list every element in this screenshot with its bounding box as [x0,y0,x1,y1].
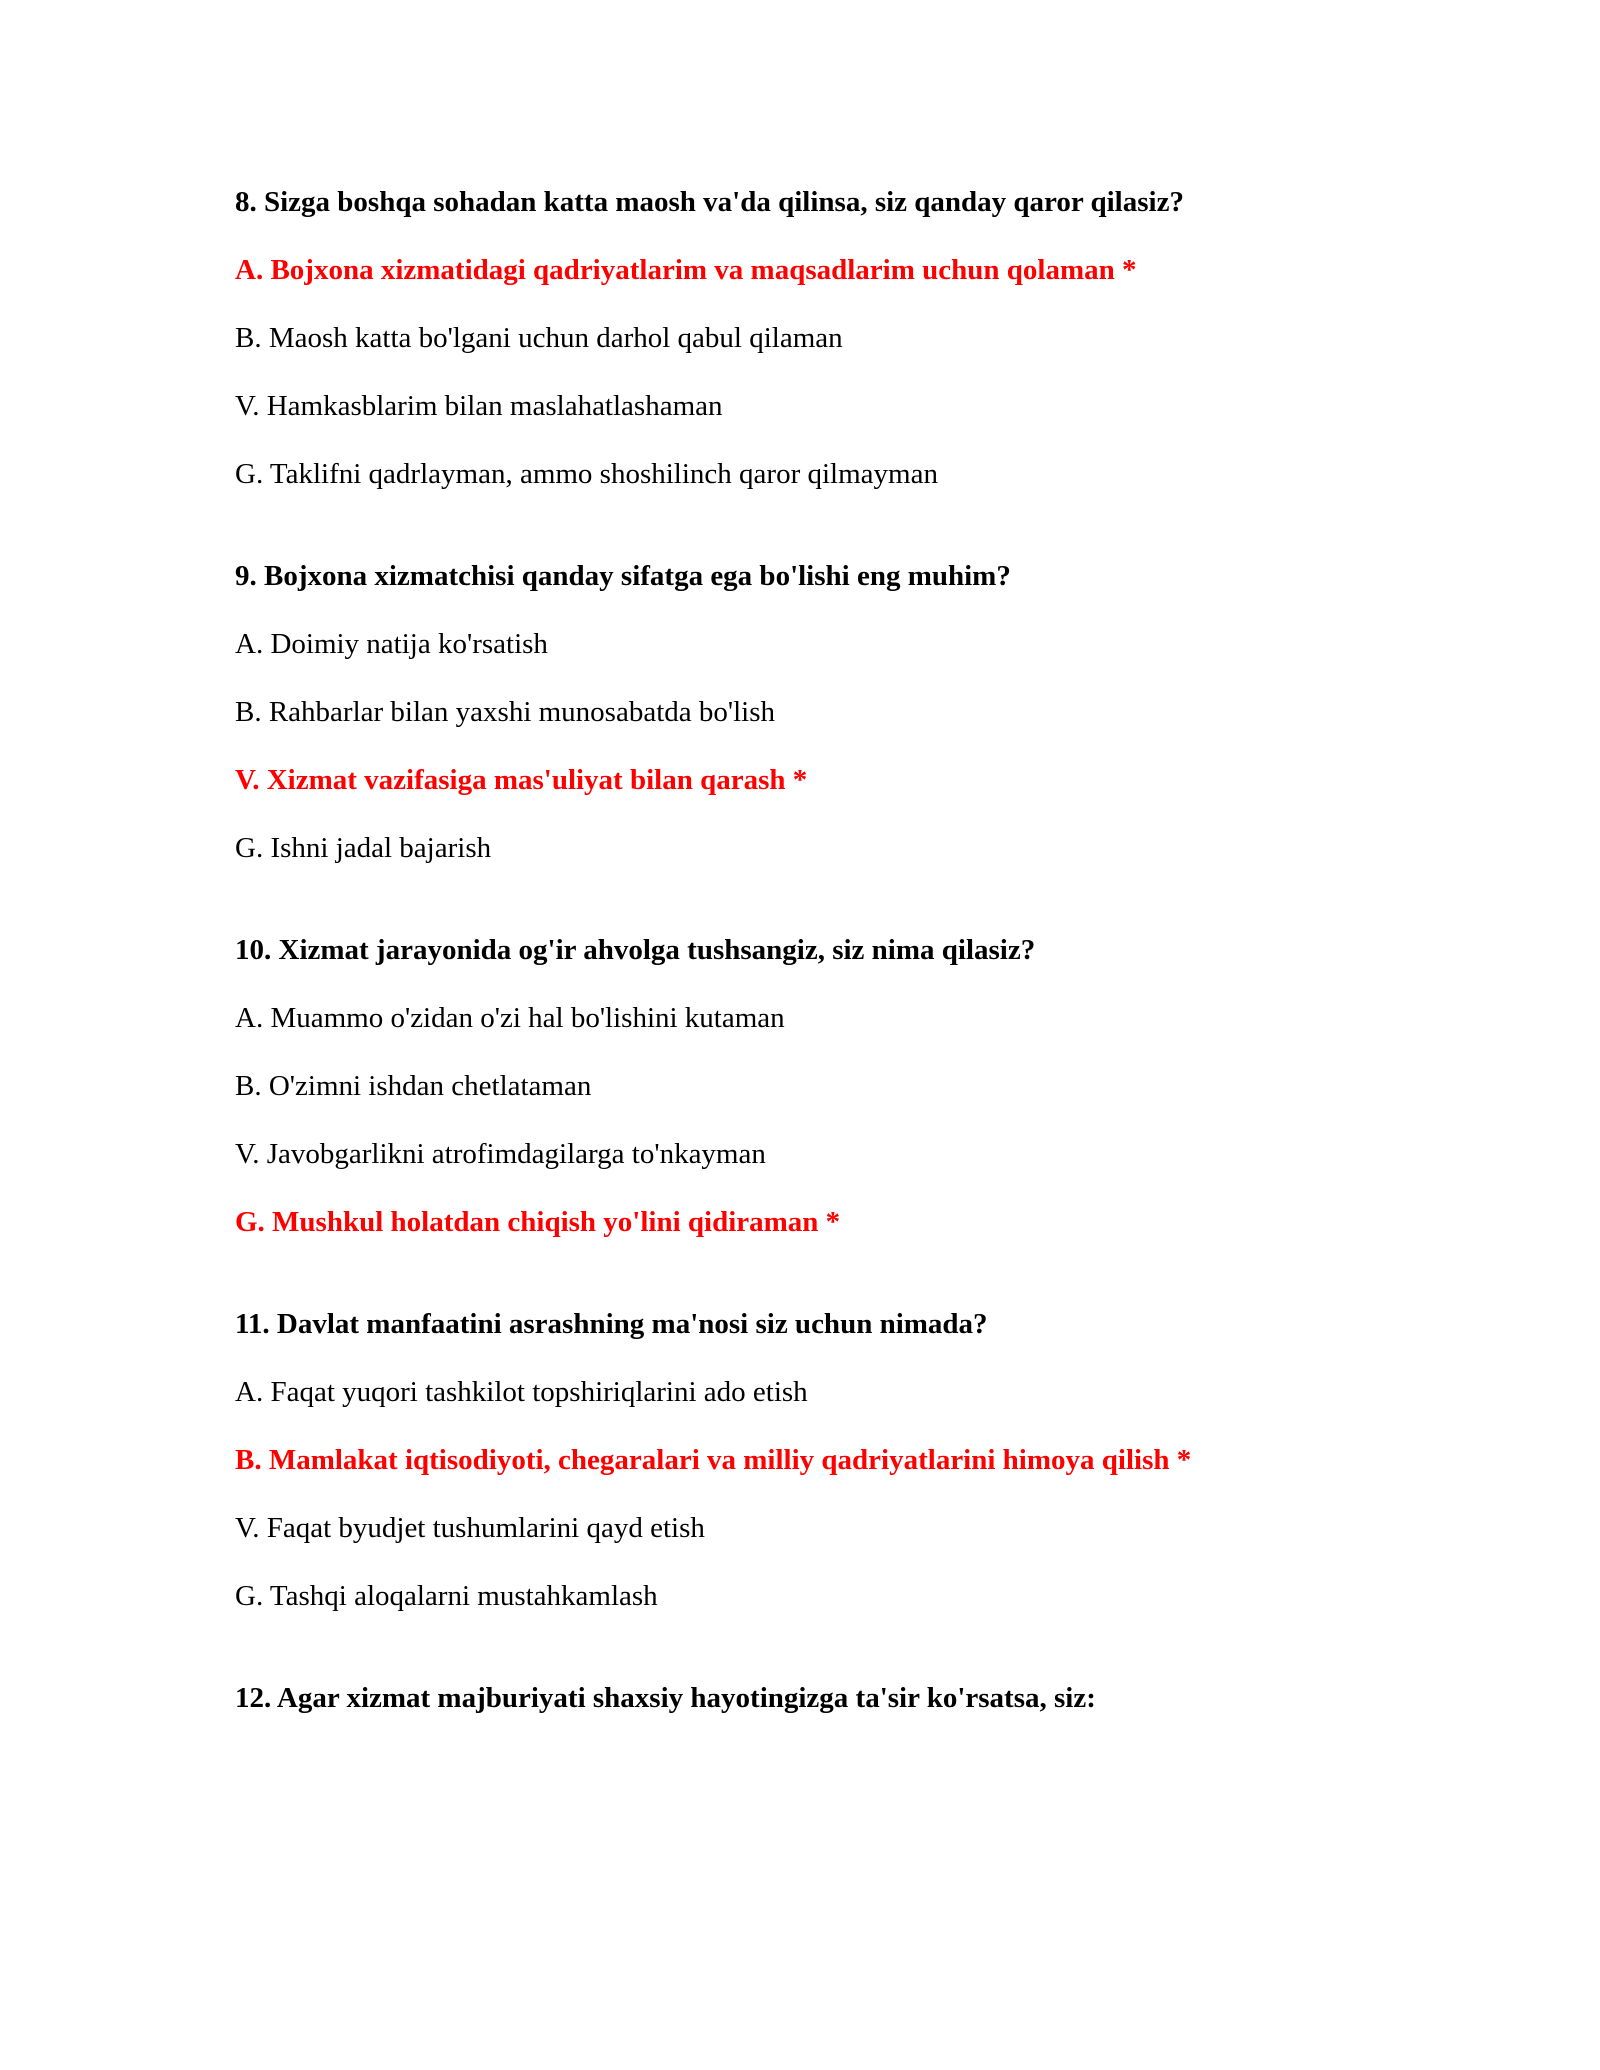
option-g: G. Taklifni qadrlayman, ammo shoshilinch qaror qilmayman [235,458,938,490]
option-a-correct: A. Bojxona xizmatidagi qadriyatlarim va maqsadlarim uchun qolaman * [235,254,1137,286]
quiz-content [235,185,1435,1783]
option-b: B. Maosh katta bo'lgani uchun darhol qabul qilaman [235,322,843,354]
question-11 [235,1307,1435,1613]
option-g: G. Tashqi aloqalarni mustahkamlash [235,1580,658,1612]
option-b: B. O'zimni ishdan chetlataman [235,1070,592,1102]
question-10 [235,933,1435,1239]
option-b-correct: B. Mamlakat iqtisodiyoti, chegaralari va milliy qadriyatlarini himoya qilish * [235,1444,1192,1476]
question-8 [235,185,1435,491]
question-text: 10. Xizmat jarayonida og'ir ahvolga tushsangiz, siz nima qilasiz? [235,934,1036,966]
question-text: 9. Bojxona xizmatchisi qanday sifatga ega bo'lishi eng muhim? [235,560,1011,592]
option-g-correct: G. Mushkul holatdan chiqish yo'lini qidiraman * [235,1206,841,1238]
question-9 [235,559,1435,865]
question-12 [235,1681,1435,1715]
question-text: 12. Agar xizmat majburiyati shaxsiy hayotingizga ta'sir ko'rsatsa, siz: [235,1682,1096,1714]
question-text: 11. Davlat manfaatini asrashning ma'nosi siz uchun nimada? [235,1308,988,1340]
option-v: V. Javobgarlikni atrofimdagilarga to'nkayman [235,1138,766,1170]
option-a: A. Muammo o'zidan o'zi hal bo'lishini kutaman [235,1002,785,1034]
option-v: V. Faqat byudjet tushumlarini qayd etish [235,1512,705,1544]
option-b: B. Rahbarlar bilan yaxshi munosabatda bo'lish [235,696,776,728]
option-v-correct: V. Xizmat vazifasiga mas'uliyat bilan qarash * [235,764,808,796]
option-v: V. Hamkasblarim bilan maslahatlashaman [235,390,723,422]
option-g: G. Ishni jadal bajarish [235,832,492,864]
option-a: A. Faqat yuqori tashkilot topshiriqlarini ado etish [235,1376,808,1408]
question-text: 8. Sizga boshqa sohadan katta maosh va'da qilinsa, siz qanday qaror qilasiz? [235,186,1184,218]
option-a: A. Doimiy natija ko'rsatish [235,628,548,660]
